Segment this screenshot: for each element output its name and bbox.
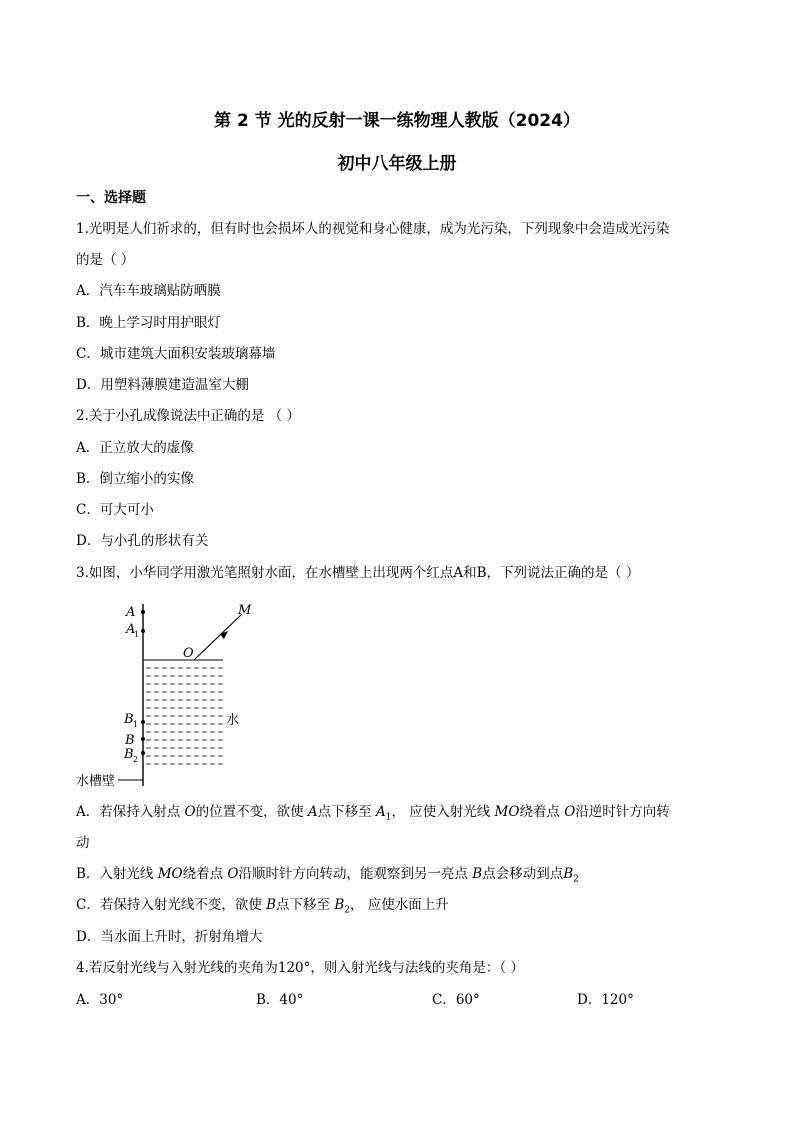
q4-stem: 4.若反射光线与入射光线的夹角为120°，则入射光线与法线的夹角是：（ ） — [76, 960, 524, 976]
q3-option-a-line2: 动 — [76, 835, 90, 851]
label-b1: B — [124, 712, 134, 727]
q3-stem: 3.如图，小华同学用激光笔照射水面，在水槽壁上出现两个红点A和B，下列说法正确的是（ ） — [76, 565, 640, 581]
label-m: M — [238, 603, 252, 618]
water-dashes — [146, 668, 223, 764]
point-a1 — [141, 629, 145, 633]
label-a1: A — [126, 622, 136, 637]
point-b1 — [141, 720, 145, 724]
q1-stem-line1: 1.光明是人们祈求的，但有时也会损坏人的视觉和身心健康，成为光污染，下列现象中会造成光污染 — [76, 221, 670, 237]
label-water: 水 — [226, 713, 240, 728]
label-b2-sub: 2 — [133, 755, 139, 764]
label-o: O — [183, 646, 194, 661]
section-heading: 一、选择题 — [76, 190, 146, 206]
q3-option-d: D．当水面上升时，折射角增大 — [76, 929, 263, 945]
q1-option-a: A．汽车车玻璃贴防晒膜 — [76, 283, 221, 299]
q1-stem-line2: 的是（ ） — [76, 252, 135, 268]
q2-stem: 2.关于小孔成像说法中正确的是 （ ） — [76, 408, 300, 424]
q3-option-c: C．若保持入射光线不变，欲使 B点下移至 $B_2$， 应使水面上升 — [76, 897, 449, 916]
q4-option-a: A．30° — [76, 992, 124, 1008]
label-a1-sub: 1 — [134, 630, 140, 639]
q4-option-d: D．120° — [577, 992, 634, 1008]
q2-option-c: C．可大可小 — [76, 502, 154, 518]
incident-ray — [194, 614, 242, 660]
label-a: A — [126, 605, 136, 620]
page-subtitle: 初中八年级上册 — [337, 154, 457, 174]
label-b1-sub: 1 — [133, 720, 139, 729]
ray-arrow — [220, 631, 228, 639]
q4-option-c: C．60° — [432, 992, 480, 1008]
label-tank-wall: 水槽壁 — [76, 774, 116, 789]
point-a — [141, 610, 145, 614]
point-b2 — [141, 751, 145, 755]
q3-option-a-line1: A．若保持入射点 O的位置不变，欲使 A点下移至 $A_1$， 应使入射光线 MO绕着点 O沿逆时针方向转 — [76, 804, 670, 823]
q1-option-d: D．用塑料薄膜建造温室大棚 — [76, 377, 249, 393]
page-title: 第 2 节 光的反射一课一练物理人教版（2024） — [214, 111, 580, 131]
q2-option-b: B．倒立缩小的实像 — [76, 471, 194, 487]
q3-option-b: B．入射光线 MO绕着点 O沿顺时针方向转动，能观察到另一亮点 B点会移动到点$B_2$ — [76, 866, 579, 885]
q1-option-b: B．晚上学习时用护眼灯 — [76, 315, 221, 331]
label-b2: B — [124, 747, 134, 762]
q3-figure — [76, 596, 256, 792]
point-b — [141, 737, 145, 741]
q2-option-a: A．正立放大的虚像 — [76, 440, 194, 456]
q1-option-c: C．城市建筑大面积安装玻璃幕墙 — [76, 346, 276, 362]
q2-option-d: D．与小孔的形状有关 — [76, 533, 209, 549]
q4-option-b: B．40° — [256, 992, 304, 1008]
label-b: B — [125, 733, 135, 748]
